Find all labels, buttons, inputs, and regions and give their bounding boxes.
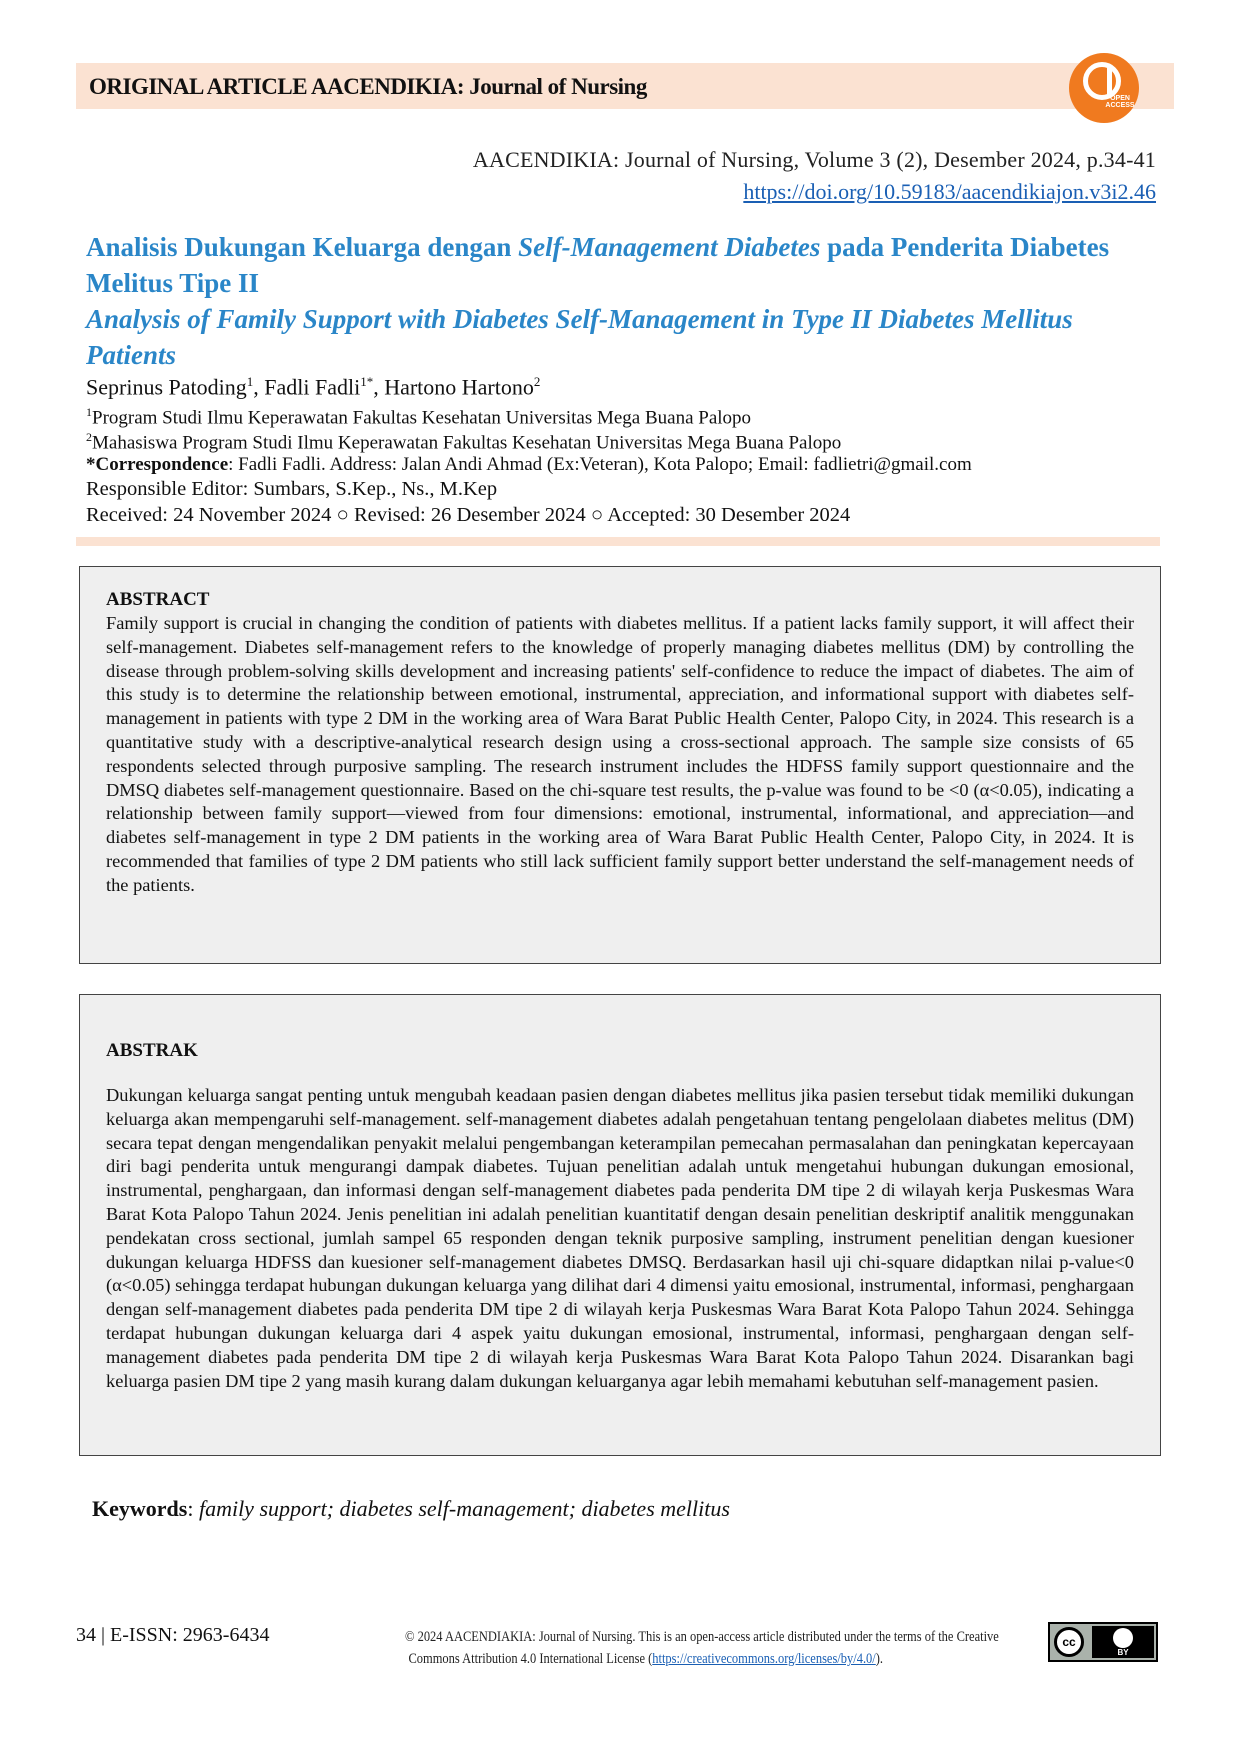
abstract-indonesian-box: [79, 994, 1161, 1456]
article-title-english: Analysis of Family Support with Diabetes Self-Management in Type II Diabetes Mellitus Patients: [86, 304, 1073, 370]
abstract-heading: ABSTRACT: [106, 589, 210, 610]
keywords: Keywords: family support; diabetes self-management; diabetes mellitus: [92, 1496, 730, 1521]
affiliation-1: $^1$Program Studi Ilmu Keperawatan Fakultas Kesehatan Universitas Mega Buana Palopo: [86, 405, 752, 429]
journal-header-title: ORIGINAL ARTICLE AACENDIKIA: Journal of Nursing: [89, 74, 647, 99]
abstrak-body: Dukungan keluarga sangat penting untuk mengubah keadaan pasien dengan diabetes mellitus jika pasien tersebut tidak memiliki dukungan keluarga akan mempengaruhi self-management. self-management diabetes adalah pengetahuan tentang pengelolaan diabetes melitus (DM) secara tepat dengan mengendalikan penyakit melalui pengembangan keterampilan pemecahan permasalahan dan peningkatan kepercayaan diri bagi penderita untuk mengurangi dampak diabetes. Tujuan penelitian adalah untuk mengetahui hubungan dukungan emosional, instrumental, penghargaan, dan informasi dengan self-management diabetes pada penderita DM tipe 2 di wilayah kerja Puskesmas Wara Barat Kota Palopo Tahun 2024. Jenis penelitian ini adalah penelitian kuantitatif dengan desain penelitian deskriptif analitik menggunakan pendekatan cross sectional, jumlah sampel 65 responden dengan teknik purposive sampling, instrument penelitian dengan kuesioner dukungan keluarga HDFSS dan kuesioner self-management diabetes DMSQ. Berdasarkan hasil uji chi-square didaptkan nilai p-value<0 (α<0.05) sehingga terdapat hubungan dukungan keluarga yang dilihat dari 4 dimensi yaitu emosional, instrumental, informasi, penghargaan dengan self-management diabetes pada penderita DM tipe 2 di wilayah kerja Puskesmas Wara Barat Kota Palopo Tahun 2024. Sehingga terdapat hubungan dukungan keluarga dari 4 aspek yaitu dukungan emosional, instrumental, informasi, penghargaan dengan self-management diabetes pada penderita DM tipe 2 di wilayah kerja Puskesmas Wara Barat Kota Palopo Tahun 2024. Disarankan bagi keluarga pasien DM tipe 2 yang masih kurang dalam dukungan keluarganya agar lebih memahami kebutuhan self-management pasien.: [106, 1085, 1134, 1391]
open-access-icon: [1069, 53, 1139, 123]
section-divider: [76, 537, 1160, 546]
citation-line: AACENDIKIA: Journal of Nursing, Volume 3 (2), Desember 2024, p.34-41: [472, 147, 1156, 172]
cc-icon: cc: [1054, 1627, 1084, 1657]
abstrak-heading: ABSTRAK: [106, 1040, 198, 1061]
author-name: Seprinus Patoding: [86, 374, 247, 400]
attribution-person-icon: [1113, 1628, 1133, 1648]
author-name: Hartono Hartono: [384, 374, 534, 400]
abstract-body: Family support is crucial in changing the condition of patients with diabetes mellitus. If a patient lacks family support, it will affect their self-management. Diabetes self-management refers to the knowledge of properly managing diabetes mellitus (DM) by controlling the disease through problem-solving skills development and increasing patients' self-confidence to reduce the impact of diabetes. The aim of this study is to determine the relationship between emotional, instrumental, appreciation, and informational support with diabetes self-management in patients with type 2 DM in the working area of Wara Barat Public Health Center, Palopo City, in 2024. This research is a quantitative study with a descriptive-analytical research design using a cross-sectional approach. The sample size consists of 65 respondents selected through purposive sampling. The research instrument includes the HDFSS family support questionnaire and the DMSQ diabetes self-management questionnaire. Based on the chi-square test results, the p-value was found to be <0 (α<0.05), indicating a relationship between family support—viewed from four dimensions: emotional, instrumental, informational, and appreciation—and diabetes self-management in type 2 DM patients in the working area of Wara Barat Public Health Center, Palopo City, in 2024. It is recommended that families of type 2 DM patients who still lack sufficient family support better understand the self-management needs of the patients.: [106, 613, 1134, 895]
article-title-indonesian: Analisis Dukungan Keluarga dengan Self-Management Diabetes pada Penderita Diabetes Melitus Tipe II: [86, 232, 1110, 298]
article-dates: Received: 24 November 2024 ○ Revised: 26 Desember 2024 ○ Accepted: 30 Desember 2024: [86, 504, 851, 526]
correspondence: *Correspondence: Fadli Fadli. Address: Jalan Andi Ahmad (Ex:Veteran), Kota Palopo; Email: fadlietri@gmail.com: [86, 454, 972, 475]
author-name: Fadli Fadli: [264, 374, 361, 400]
affiliation-2: $^2$Mahasiswa Program Studi Ilmu Keperawatan Fakultas Kesehatan Universitas Mega Buana Palopo: [86, 430, 842, 454]
author-list: Seprinus Patoding$^1$, Fadli Fadli$^{1*}$, Hartono Hartono$^2$: [86, 374, 541, 400]
license-link[interactable]: https://creativecommons.org/licenses/by/4.0/: [652, 1651, 876, 1667]
responsible-editor: Responsible Editor: Sumbars, S.Kep., Ns., M.Kep: [86, 478, 498, 500]
abstract-english-box: [79, 566, 1161, 964]
open-access-label: OPEN ACCESS: [1105, 95, 1135, 109]
page-number-issn: 34 | E-ISSN: 2963-6434: [76, 1624, 270, 1646]
cc-by-license-icon: [1048, 1622, 1158, 1662]
license-statement: © 2024 AACENDIAKIA: Journal of Nursing. This is an open-access article distributed under the terms of the Creative Commons Attribution 4.0 International License (https://creativecommons.org/licenses/by/4.0/).: [405, 1629, 999, 1667]
doi-link[interactable]: https://doi.org/10.59183/aacendikiajon.v3i2.46: [743, 179, 1156, 204]
keyword-list: family support; diabetes self-management; diabetes mellitus: [198, 1496, 730, 1521]
by-label: BY: [1117, 1648, 1129, 1657]
